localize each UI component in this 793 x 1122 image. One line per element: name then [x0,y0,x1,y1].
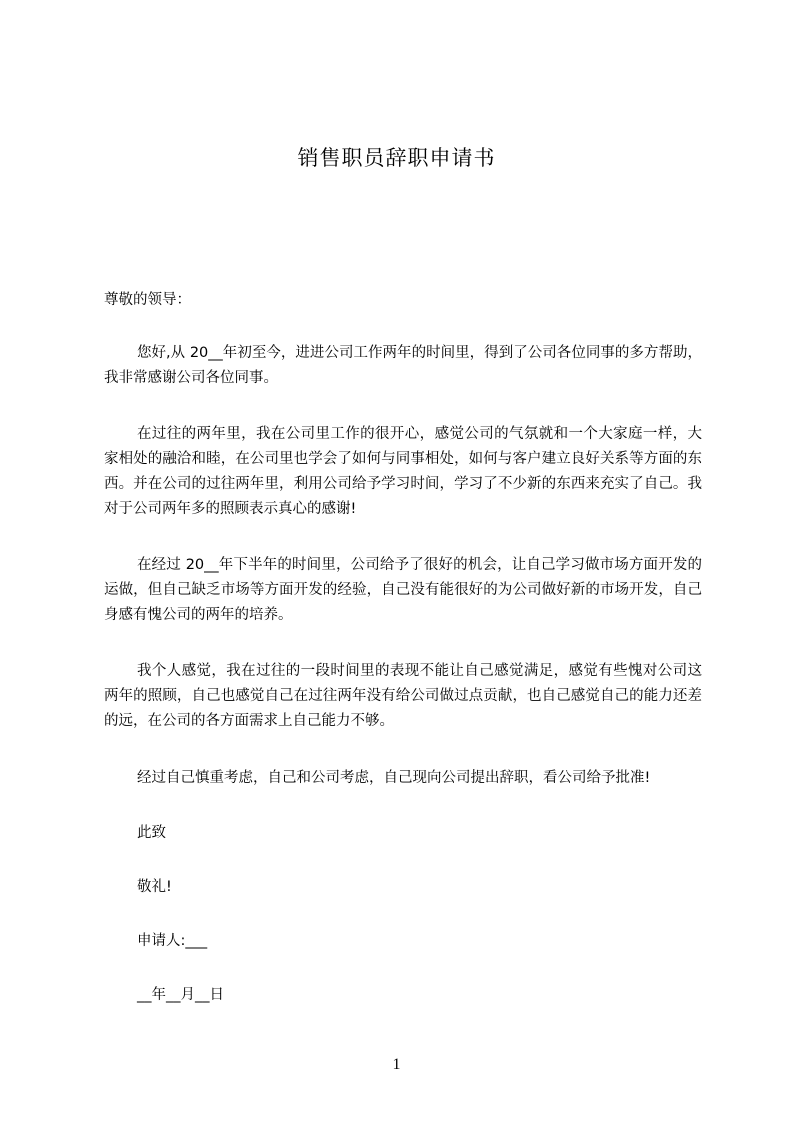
document-title: 销售职员辞职申请书 [297,146,496,170]
applicant-line: 申请人:___ [137,933,208,949]
closing-line-1: 此致 [137,825,166,841]
paragraph-2: 在过往的两年里，我在公司里工作的很开心，感觉公司的气氛就和一个大家庭一样，大家相处的融洽和睦，在公司里也学会了如何与同事相处，如何与客户建立良好关系等方面的东西。并在公司的过往两年里，利用公司给予学习时间，学习了不少新的东西来充实了自己。我对于公司两年多的照顾表示真心的感谢! [104,426,702,517]
date-line: __年__月__日 [137,987,224,1003]
closing-line-2: 敬礼! [137,879,172,895]
paragraph-3: 在经过 20__年下半年的时间里，公司给予了很好的机会，让自己学习做市场方面开发的运做，但自己缺乏市场等方面开发的经验，自己没有能很好的为公司做好新的市场开发，自己身感有愧公司的两年的培养。 [104,557,702,623]
conclusion-paragraph: 经过自己慎重考虑，自己和公司考虑，自己现向公司提出辞职，看公司给予批准! [137,770,651,786]
salutation: 尊敬的领导： [104,292,191,308]
paragraph-4: 我个人感觉，我在过往的一段时间里的表现不能让自己感觉满足，感觉有些愧对公司这两年的照顾，自己也感觉自己在过往两年没有给公司做过点贡献，也自己感觉自己的能力还差的远，在公司的各方面需求上自己能力不够。 [104,663,702,729]
paragraph-1: 您好,从 20__年初至今，进进公司工作两年的时间里，得到了公司各位同事的多方帮助，我非常感谢公司各位同事。 [104,345,702,386]
page-number: 1 [392,1056,401,1073]
